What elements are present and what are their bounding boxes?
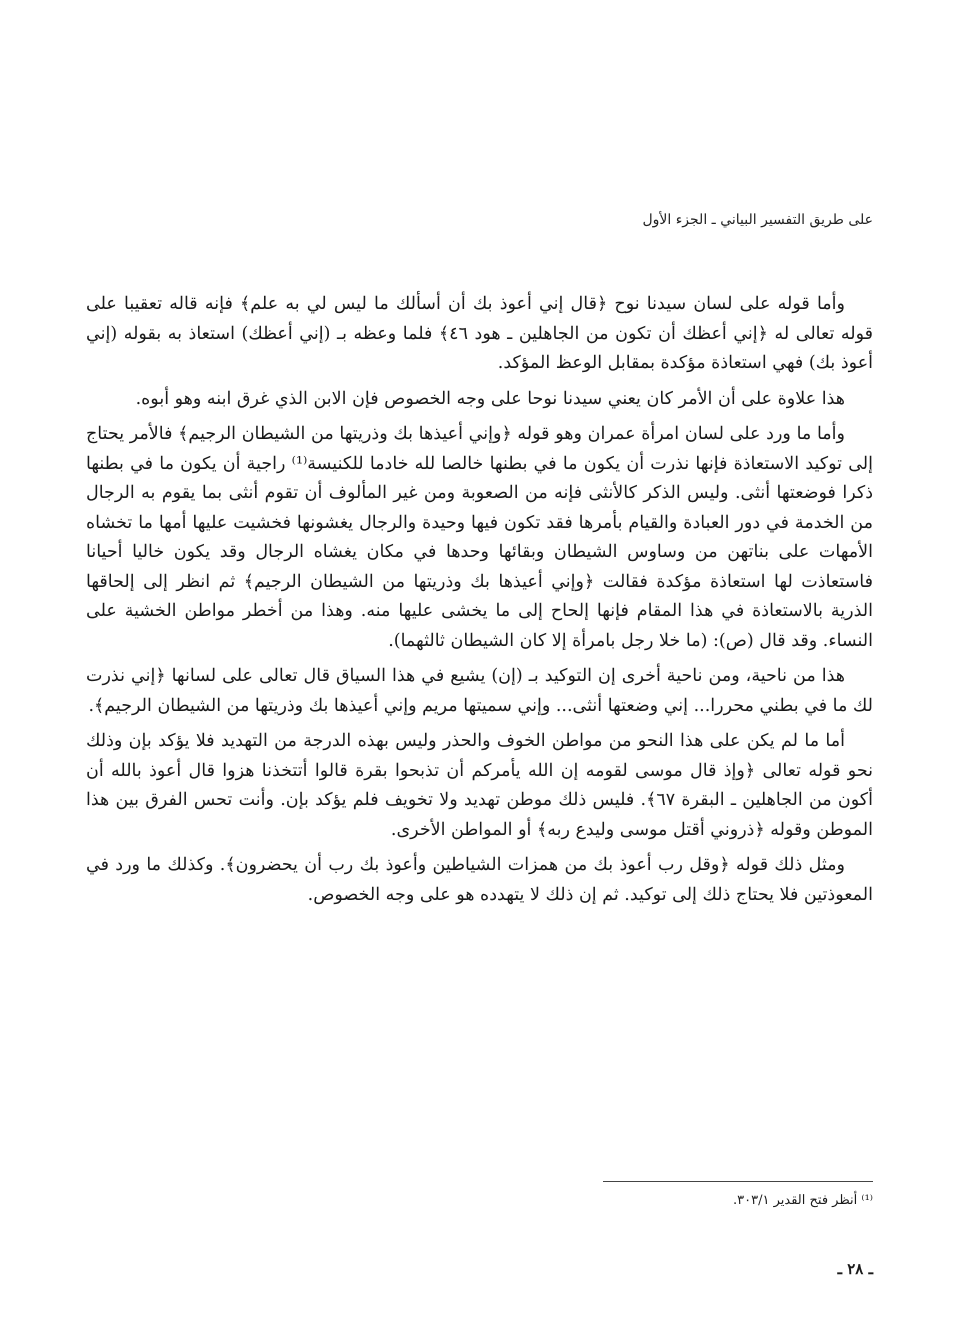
paragraph: هذا من ناحية، ومن ناحية أخرى إن التوكيد بـ (إن) يشيع في هذا السياق قال تعالى على لسانها ﴿إني نذرت لك ما في بطني محررا... إني وضعتها أنثى... وإني سميتها مريم وإني أعيذها بك وذريتها من الشيطان الرجيم﴾. — [86, 666, 873, 716]
running-header: على طريق التفسير البياني ـ الجزء الأول — [642, 212, 873, 228]
paragraph: هذا علاوة على أن الأمر كان يعني سيدنا نوحا على وجه الخصوص فإن الابن الذي غرق ابنه وهو أبوه. — [135, 388, 845, 409]
footnote: ⁽¹⁾ أنظر فتح القدير ٣٠٣/١. — [733, 1193, 873, 1208]
footnote-divider — [603, 1181, 873, 1182]
body-text — [86, 290, 873, 916]
paragraph: وأما ما ورد على لسان امرأة عمران وهو قوله ﴿وإني أعيذها بك وذريتها من الشيطان الرجيم﴾ فالأمر يحتاج إلى توكيد الاستعاذة فإنها نذرت أن يكون ما في بطنها خالصا لله خادما للكنيسة⁽¹⁾ راجية أن يكون ما في بطنها ذكرا فوضعتها أنثى. وليس الذكر كالأنثى فإنه من الصعوبة ومن غير المألوف أن تقوم أنثى بما يقوم به الرجال من الخدمة في دور العبادة والقيام بأمرها فقد تكون فيها وحيدة والرجال يغشونها فخشيت عليها أمها ما تخشاه الأمهات على بناتهن من وساوس الشيطان وبقائها وحدها في مكان يغشاه الرجال وقد يكون خاليا أحيانا فاستعاذت لها استعاذة مؤكدة فقالت ﴿وإني أعيذها بك وذريتها من الشيطان الرجيم﴾ ثم انظر إلى إلحاقها الذرية بالاستعاذة في هذا المقام فإنها إلحاح إلى ما يخشى عليها منه. وهذا من أخطر مواطن الخشية على النساء. وقد قال (ص): (ما خلا رجل بامرأة إلا كان الشيطان ثالثهما). — [86, 424, 874, 651]
paragraph: وأما قوله على لسان سيدنا نوح ﴿قال إني أعوذ بك أن أسألك ما ليس لي به علم﴾ فإنه قاله تعقيبا على قوله تعالى له ﴿إني أعظك أن تكون من الجاهلين ـ هود ٤٦﴾ فلما وعظه بـ (إني أعظك) استعاذ به بقوله (إني أعوذ بك) فهي استعاذة مؤكدة بمقابل الوعظ المؤكد. — [86, 294, 873, 373]
paragraph: ومثل ذلك قوله ﴿وقل رب أعوذ بك من همزات الشياطين وأعوذ بك رب أن يحضرون﴾. وكذلك ما ورد في المعوذتين فلا يحتاج ذلك إلى توكيد. ثم إن ذلك لا يتهدده هو على وجه الخصوص. — [86, 855, 873, 905]
page-number: ـ ٢٨ ـ — [837, 1260, 873, 1278]
paragraph: أما ما لم يكن على هذا النحو من مواطن الخوف والحذر وليس بهذه الدرجة من التهديد فلا يؤكد بإن وذلك نحو قوله تعالى ﴿وإذ قال موسى لقومه إن الله يأمركم أن تذبحوا بقرة قالوا أتتخذنا هزوا قال أعوذ بالله أن أكون من الجاهلين ـ البقرة ٦٧﴾. فليس ذلك موطن تهديد ولا تخويف فلم يؤكد بإن. وأنت تحس الفرق بين هذا الموطن وقوله ﴿ذروني أقتل موسى وليدع ربه﴾ أو المواطن الأخرى. — [86, 731, 874, 840]
